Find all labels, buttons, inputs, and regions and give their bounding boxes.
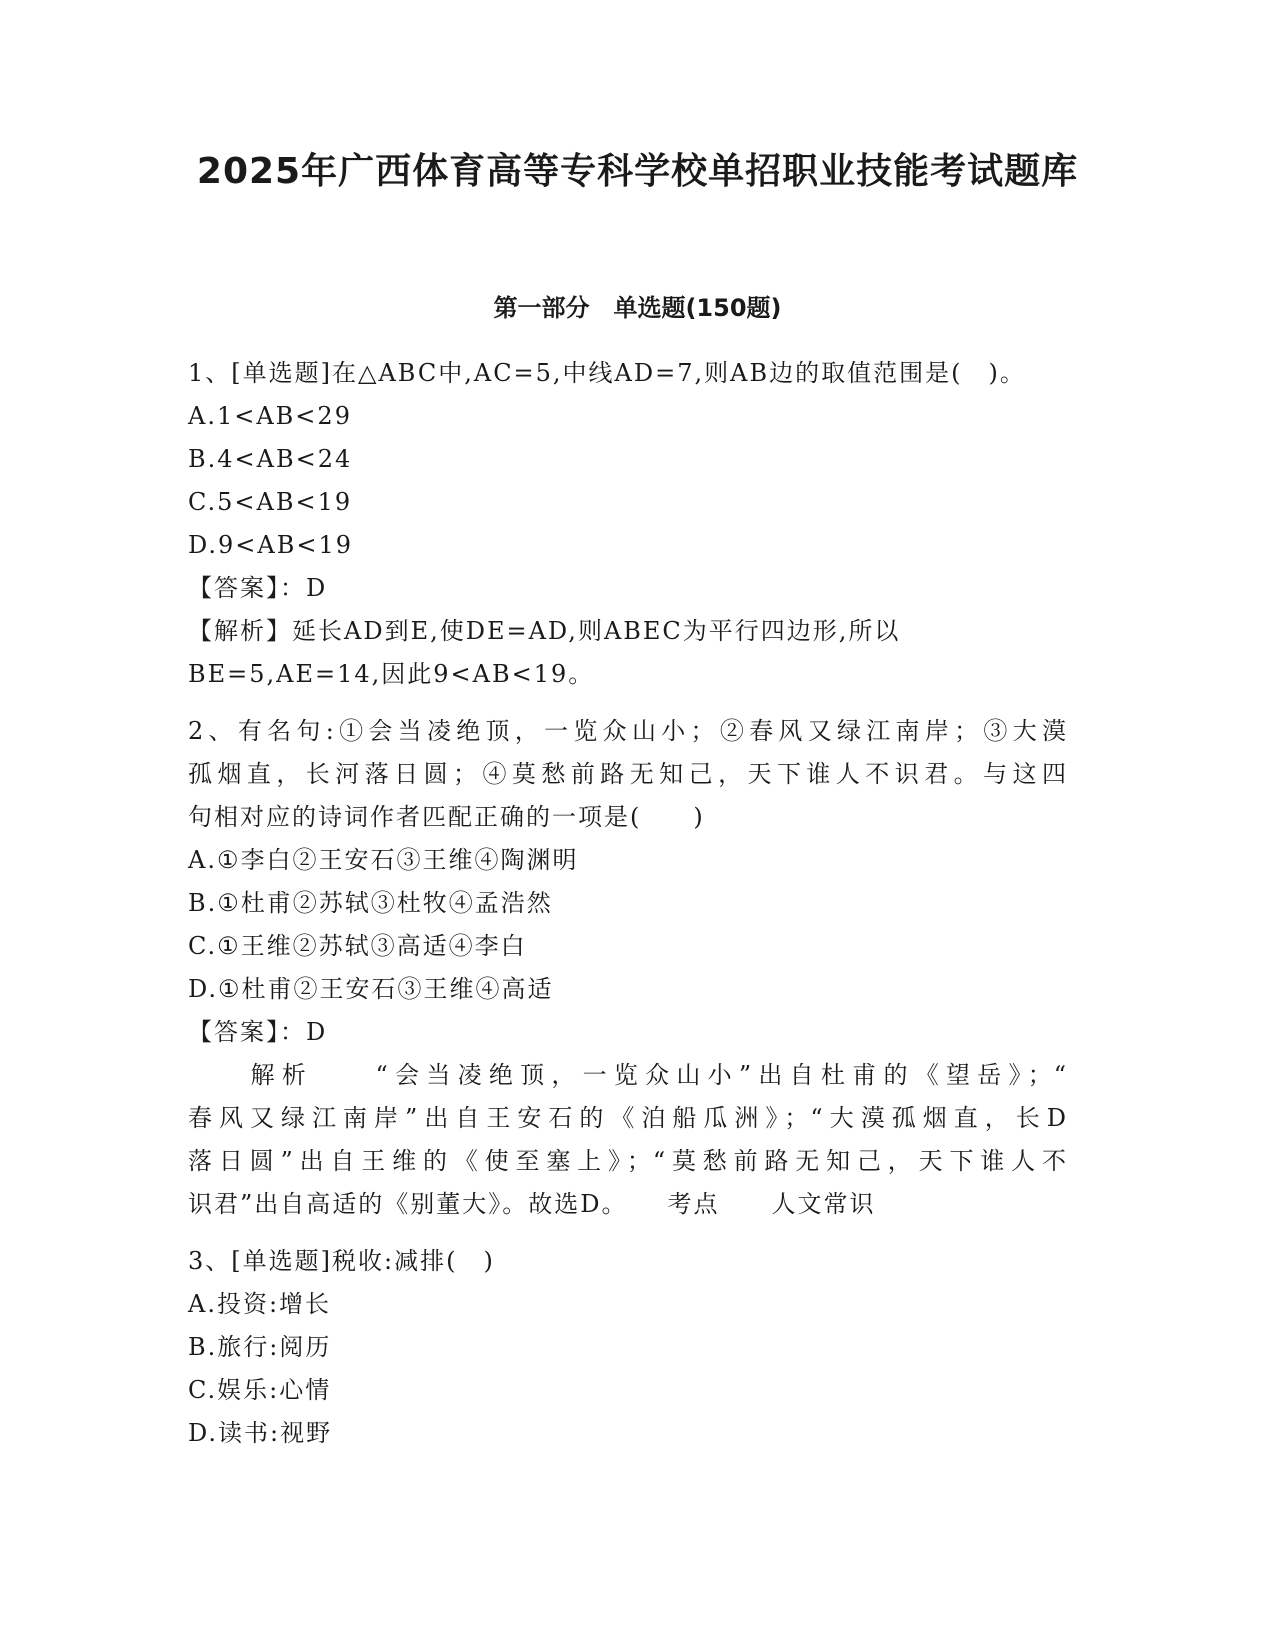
option-a: A.1<AB<29	[188, 402, 352, 430]
analysis-line: 识君”出自高适的《别董大》。故选D。 考点 人文常识	[188, 1190, 876, 1218]
option-b: B.4<AB<24	[188, 445, 353, 473]
analysis-line: 【解析】延长AD到E,使DE=AD,则ABEC为平行四边形,所以	[188, 617, 901, 645]
question-1	[188, 352, 1068, 696]
question-list	[188, 352, 1068, 1455]
option-c: C.①王维②苏轼③高适④李白	[188, 932, 527, 960]
question-stem: 1、[单选题]在△ABC中,AC=5,中线AD=7,则AB边的取值范围是( )。	[188, 359, 1026, 387]
question-3	[188, 1240, 1068, 1455]
option-b: B.旅行:阅历	[188, 1333, 332, 1361]
analysis-line: 落日圆”出自王维的《使至塞上》；“莫愁前路无知己，天下谁人不	[188, 1147, 1068, 1175]
page-title: 2025年广西体育高等专科学校单招职业技能考试题库	[196, 151, 1079, 192]
option-d: D.①杜甫②王安石③王维④高适	[188, 975, 554, 1003]
question-stem: 孤烟直，长河落日圆；④莫愁前路无知己，天下谁人不识君。与这四	[188, 760, 1068, 788]
option-c: C.5<AB<19	[188, 488, 353, 516]
option-d: D.读书:视野	[188, 1419, 333, 1447]
option-d: D.9<AB<19	[188, 531, 354, 559]
question-stem: 2、有名句:①会当凌绝顶，一览众山小；②春风又绿江南岸；③大漠	[188, 717, 1068, 745]
section-title: 第一部分 单选题(150题)	[493, 294, 782, 322]
analysis-line: 春风又绿江南岸”出自王安石的《泊船瓜洲》；“大漠孤烟直，长D	[188, 1104, 1068, 1132]
option-a: A.①李白②王安石③王维④陶渊明	[188, 846, 579, 874]
question-stem: 3、[单选题]税收:减排( )	[188, 1247, 495, 1275]
option-b: B.①杜甫②苏轼③杜牧④孟浩然	[188, 889, 553, 917]
answer: 【答案】：D	[188, 574, 328, 602]
answer: 【答案】：D	[188, 1018, 328, 1046]
option-c: C.娱乐:心情	[188, 1376, 332, 1404]
question-stem: 句相对应的诗词作者匹配正确的一项是( )	[188, 803, 705, 831]
option-a: A.投资:增长	[188, 1290, 332, 1318]
analysis-line: 解析 “会当凌绝顶，一览众山小”出自杜甫的《望岳》；“	[188, 1061, 1068, 1089]
analysis-line: BE=5,AE=14,因此9<AB<19。	[188, 660, 595, 688]
question-2	[188, 710, 1068, 1226]
